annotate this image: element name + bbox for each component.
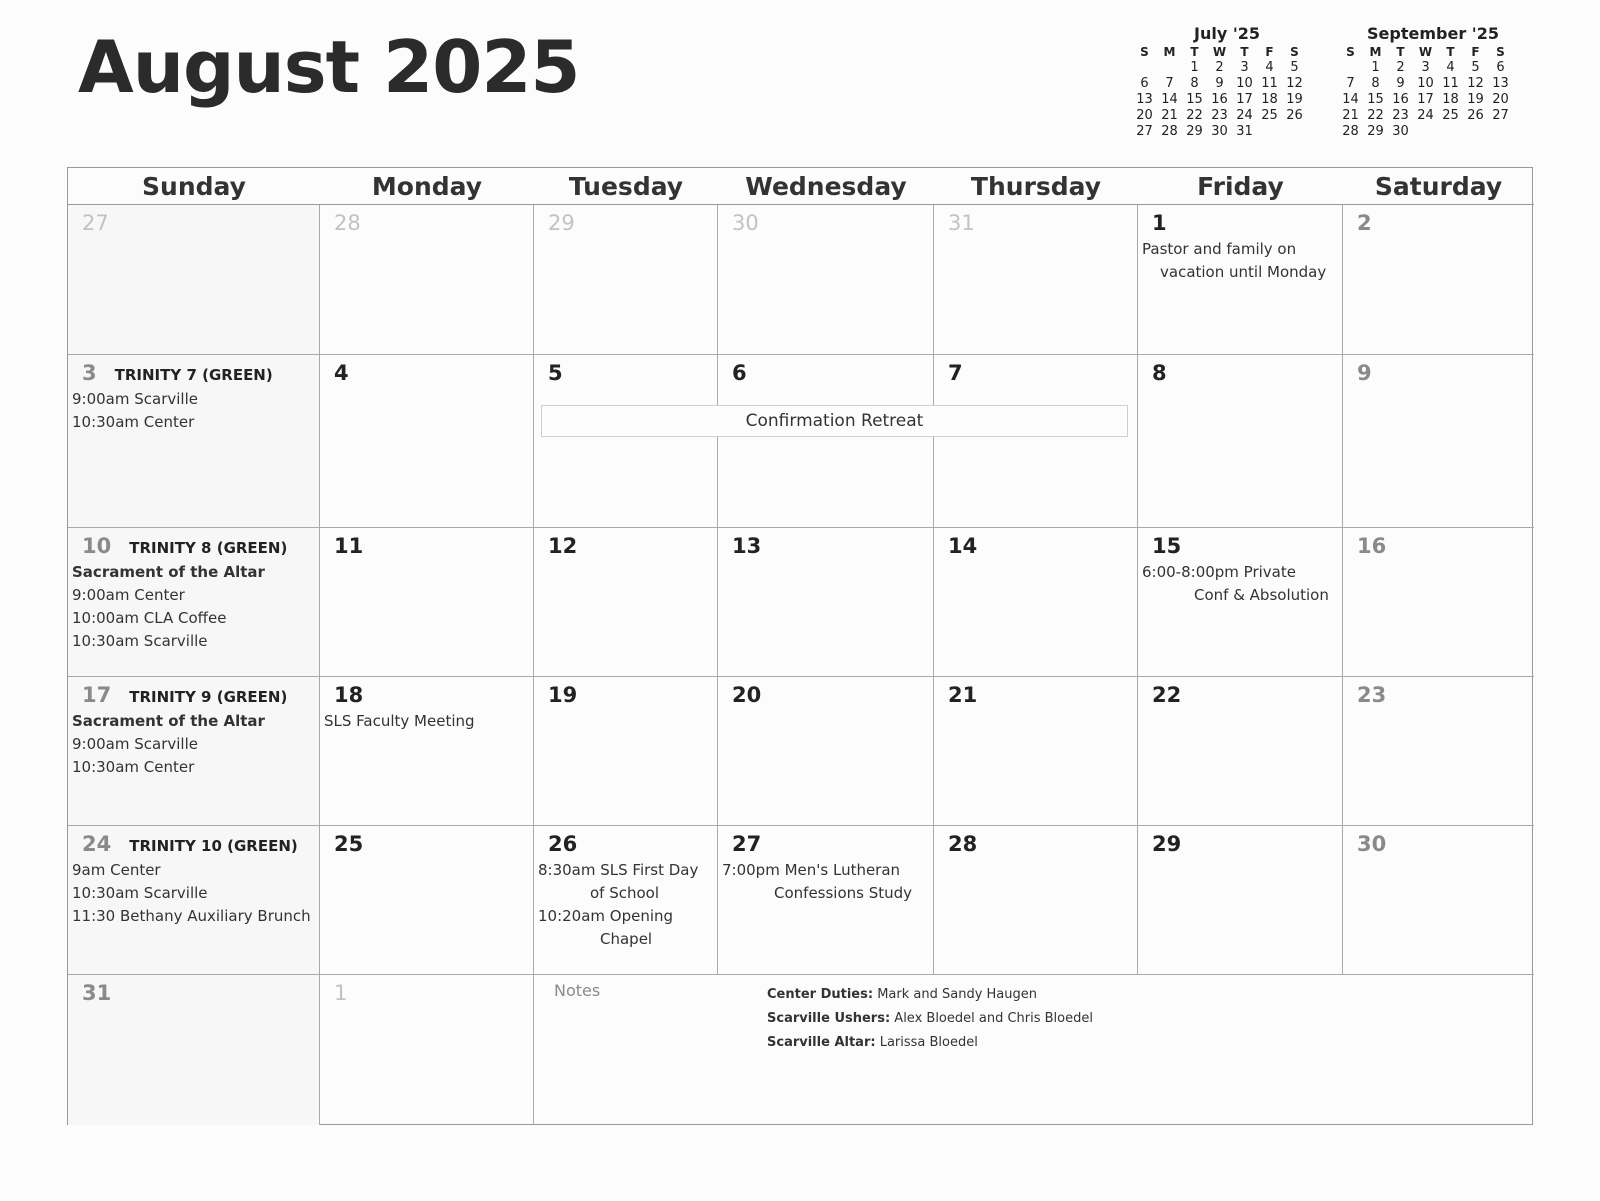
day-number: 1	[1152, 211, 1167, 235]
mini-weekday-header: T	[1446, 45, 1455, 59]
day-number: 13	[732, 534, 762, 558]
mini-day: 24	[1417, 108, 1434, 123]
event-text: 6:00-8:00pm Private	[1142, 563, 1296, 581]
mini-day: 17	[1417, 92, 1434, 107]
mini-day: 7	[1346, 76, 1355, 91]
duty-label: Center Duties:	[767, 987, 874, 1002]
day-number: 2	[1357, 211, 1372, 235]
mini-day: 9	[1396, 76, 1405, 91]
mini-day: 11	[1442, 76, 1459, 91]
mini-day: 1	[1371, 60, 1380, 75]
mini-calendar-july	[1132, 24, 1322, 140]
day-number: 22	[1152, 683, 1182, 707]
event-text: 9am Center	[72, 861, 161, 879]
mini-day: 20	[1136, 108, 1153, 123]
mini-day: 2	[1396, 60, 1405, 75]
mini-day: 26	[1286, 108, 1303, 123]
mini-day: 4	[1265, 60, 1274, 75]
mini-day	[1338, 60, 1363, 76]
liturgical-season-label: TRINITY 7 (GREEN)	[114, 366, 273, 384]
duties-list	[767, 983, 1093, 1055]
day-cell[interactable]	[718, 826, 934, 975]
mini-day: 7	[1165, 76, 1174, 91]
liturgical-season-label: TRINITY 10 (GREEN)	[129, 837, 298, 855]
day-number: 24	[82, 832, 112, 856]
day-cell[interactable]	[1343, 355, 1534, 528]
mini-calendar-grid	[1338, 44, 1528, 140]
day-cell[interactable]	[934, 528, 1138, 677]
day-cell[interactable]	[534, 205, 718, 355]
mini-day: 6	[1496, 60, 1505, 75]
event-text: Sacrament of the Altar	[72, 563, 265, 581]
day-number: 29	[1152, 832, 1182, 856]
mini-day: 30	[1392, 124, 1409, 139]
weekday-header-friday: Friday	[1138, 168, 1343, 205]
day-cell[interactable]	[320, 826, 534, 975]
mini-day: 5	[1471, 60, 1480, 75]
mini-day: 2	[1215, 60, 1224, 75]
mini-calendar-grid	[1132, 44, 1322, 140]
mini-weekday-header: F	[1265, 45, 1274, 59]
event-text: 9:00am Center	[72, 586, 185, 604]
event-text: 10:30am Center	[72, 413, 195, 431]
mini-calendar-title: July '25	[1194, 24, 1260, 43]
mini-day: 8	[1371, 76, 1380, 91]
day-number: 3	[82, 361, 97, 385]
weekday-header-wednesday: Wednesday	[718, 168, 934, 205]
day-cell[interactable]	[68, 826, 320, 975]
mini-day: 12	[1467, 76, 1484, 91]
event-text: 11:30 Bethany Auxiliary Brunch	[72, 907, 311, 925]
mini-day: 3	[1240, 60, 1249, 75]
day-cell[interactable]	[534, 826, 718, 975]
day-cell[interactable]	[68, 528, 320, 677]
day-number: 7	[948, 361, 963, 385]
weekday-header-sunday: Sunday	[68, 168, 320, 205]
day-cell[interactable]	[320, 975, 534, 1125]
day-cell[interactable]	[934, 677, 1138, 826]
event-lines	[72, 859, 313, 928]
day-cell[interactable]	[718, 677, 934, 826]
duty-value: Larissa Bloedel	[879, 1035, 978, 1050]
event-lines	[72, 388, 313, 434]
event-text: SLS Faculty Meeting	[324, 712, 475, 730]
day-number: 28	[948, 832, 978, 856]
mini-day: 21	[1342, 108, 1359, 123]
mini-weekday-header: S	[1346, 45, 1355, 59]
mini-weekday-header: M	[1369, 45, 1382, 59]
mini-day: 25	[1442, 108, 1459, 123]
day-number: 27	[82, 211, 109, 235]
day-number: 21	[948, 683, 978, 707]
event-text: 10:30am Center	[72, 758, 195, 776]
day-number: 19	[548, 683, 578, 707]
event-lines	[72, 710, 313, 779]
mini-day: 11	[1261, 76, 1278, 91]
mini-weekday-header: F	[1471, 45, 1480, 59]
day-cell[interactable]	[934, 205, 1138, 355]
event-text: Confessions Study	[774, 884, 913, 902]
mini-day: 3	[1421, 60, 1430, 75]
page-title: August 2025	[78, 25, 580, 109]
day-number: 17	[82, 683, 112, 707]
mini-calendar-september	[1338, 24, 1528, 140]
mini-day: 23	[1211, 108, 1228, 123]
liturgical-season-label: TRINITY 8 (GREEN)	[129, 539, 288, 557]
day-cell[interactable]	[320, 677, 534, 826]
mini-day: 14	[1161, 92, 1178, 107]
mini-day: 28	[1161, 124, 1178, 139]
mini-day: 14	[1342, 92, 1359, 107]
day-number: 11	[334, 534, 364, 558]
day-cell[interactable]	[1343, 677, 1534, 826]
day-number: 8	[1152, 361, 1167, 385]
notes-area[interactable]	[534, 975, 1534, 1125]
day-number: 12	[548, 534, 578, 558]
mini-day: 15	[1367, 92, 1384, 107]
weekday-header-monday: Monday	[320, 168, 534, 205]
notes-label: Notes	[554, 981, 601, 1000]
mini-day: 25	[1261, 108, 1278, 123]
mini-weekday-header: S	[1140, 45, 1149, 59]
day-number: 31	[948, 211, 975, 235]
confirmation-retreat-event[interactable]: Confirmation Retreat	[541, 405, 1128, 437]
mini-day: 17	[1236, 92, 1253, 107]
mini-day: 28	[1342, 124, 1359, 139]
mini-day: 21	[1161, 108, 1178, 123]
event-text: of School	[590, 884, 660, 902]
day-cell[interactable]	[718, 528, 934, 677]
duty-row	[767, 1031, 1093, 1055]
event-text: 9:00am Scarville	[72, 390, 198, 408]
mini-day: 22	[1186, 108, 1203, 123]
event-text: Sacrament of the Altar	[72, 712, 265, 730]
event-text: Pastor and family on	[1142, 240, 1297, 258]
day-number: 18	[334, 683, 364, 707]
day-cell[interactable]	[68, 677, 320, 826]
mini-day: 6	[1140, 76, 1149, 91]
mini-day: 26	[1467, 108, 1484, 123]
mini-day: 15	[1186, 92, 1203, 107]
day-cell[interactable]	[1138, 826, 1343, 975]
day-cell[interactable]	[320, 528, 534, 677]
day-number: 28	[334, 211, 361, 235]
day-number: 6	[732, 361, 747, 385]
mini-day: 9	[1215, 76, 1224, 91]
mini-day: 20	[1492, 92, 1509, 107]
event-lines	[1142, 238, 1336, 284]
event-text: vacation until Monday	[1160, 263, 1327, 281]
mini-weekday-header: T	[1396, 45, 1405, 59]
day-number: 14	[948, 534, 978, 558]
weekday-header-saturday: Saturday	[1343, 168, 1534, 205]
event-text: 9:00am Scarville	[72, 735, 198, 753]
mini-weekday-header: T	[1190, 45, 1199, 59]
event-text: 7:00pm Men's Lutheran	[722, 861, 901, 879]
event-text: Chapel	[600, 930, 653, 948]
event-text: Conf & Absolution	[1194, 586, 1329, 604]
day-cell[interactable]	[534, 355, 718, 528]
day-cell[interactable]	[534, 677, 718, 826]
mini-day: 29	[1186, 124, 1203, 139]
mini-day: 29	[1367, 124, 1384, 139]
mini-day: 18	[1442, 92, 1459, 107]
mini-day: 13	[1492, 76, 1509, 91]
mini-day	[1132, 60, 1157, 76]
mini-day: 24	[1236, 108, 1253, 123]
mini-weekday-header: M	[1163, 45, 1176, 59]
day-number: 30	[732, 211, 759, 235]
day-number: 16	[1357, 534, 1387, 558]
day-cell[interactable]	[68, 355, 320, 528]
mini-day: 13	[1136, 92, 1153, 107]
mini-day: 16	[1392, 92, 1409, 107]
day-cell[interactable]	[718, 355, 934, 528]
event-lines	[72, 561, 313, 653]
mini-day: 18	[1261, 92, 1278, 107]
mini-day: 10	[1236, 76, 1253, 91]
duty-value: Mark and Sandy Haugen	[877, 987, 1037, 1002]
mini-day: 10	[1417, 76, 1434, 91]
day-number: 4	[334, 361, 349, 385]
mini-day: 19	[1286, 92, 1303, 107]
event-lines	[538, 859, 711, 951]
day-number: 1	[334, 981, 348, 1005]
day-number: 25	[334, 832, 364, 856]
day-cell[interactable]	[1138, 355, 1343, 528]
day-number: 23	[1357, 683, 1387, 707]
mini-day: 23	[1392, 108, 1409, 123]
day-number: 27	[732, 832, 762, 856]
mini-weekday-header: T	[1240, 45, 1249, 59]
day-number: 31	[82, 981, 112, 1005]
mini-day: 27	[1492, 108, 1509, 123]
mini-day: 16	[1211, 92, 1228, 107]
mini-weekday-header: S	[1290, 45, 1299, 59]
mini-day: 19	[1467, 92, 1484, 107]
event-text: 10:30am Scarville	[72, 884, 208, 902]
mini-day: 27	[1136, 124, 1153, 139]
day-cell[interactable]	[320, 355, 534, 528]
mini-day: 1	[1190, 60, 1199, 75]
event-text: 10:20am Opening	[538, 907, 674, 925]
mini-day: 12	[1286, 76, 1303, 91]
day-cell[interactable]	[934, 355, 1138, 528]
liturgical-season-label: TRINITY 9 (GREEN)	[129, 688, 288, 706]
day-cell[interactable]	[320, 205, 534, 355]
mini-day: 5	[1290, 60, 1299, 75]
calendar-grid	[67, 167, 1533, 1125]
duty-label: Scarville Ushers:	[767, 1011, 891, 1026]
duty-row	[767, 983, 1093, 1007]
event-lines	[722, 859, 927, 905]
day-cell[interactable]	[534, 528, 718, 677]
event-text: 8:30am SLS First Day	[538, 861, 699, 879]
mini-calendar-title: September '25	[1367, 24, 1499, 43]
day-cell[interactable]	[718, 205, 934, 355]
mini-weekday-header: W	[1212, 45, 1227, 59]
mini-weekday-header: S	[1496, 45, 1505, 59]
day-cell[interactable]	[68, 975, 320, 1125]
mini-day: 4	[1446, 60, 1455, 75]
day-number: 9	[1357, 361, 1372, 385]
duty-value: Alex Bloedel and Chris Bloedel	[894, 1011, 1093, 1026]
duty-row	[767, 1007, 1093, 1031]
event-text: 10:30am Scarville	[72, 632, 208, 650]
mini-day	[1157, 60, 1182, 76]
day-cell[interactable]	[1343, 205, 1534, 355]
mini-weekday-header: W	[1418, 45, 1433, 59]
event-lines	[324, 710, 527, 733]
mini-day: 30	[1211, 124, 1228, 139]
mini-day: 31	[1236, 124, 1253, 139]
day-number: 26	[548, 832, 578, 856]
day-cell[interactable]	[1343, 826, 1534, 975]
weekday-header-tuesday: Tuesday	[534, 168, 718, 205]
event-lines	[1142, 561, 1336, 607]
day-number: 29	[548, 211, 575, 235]
day-number: 10	[82, 534, 112, 558]
day-number: 15	[1152, 534, 1182, 558]
day-cell[interactable]	[1343, 528, 1534, 677]
mini-day: 22	[1367, 108, 1384, 123]
day-cell[interactable]	[68, 205, 320, 355]
event-text: 10:00am CLA Coffee	[72, 609, 227, 627]
duty-label: Scarville Altar:	[767, 1035, 876, 1050]
day-number: 20	[732, 683, 762, 707]
day-cell[interactable]	[1138, 528, 1343, 677]
day-cell[interactable]	[1138, 205, 1343, 355]
day-number: 5	[548, 361, 563, 385]
day-cell[interactable]	[934, 826, 1138, 975]
mini-day: 8	[1190, 76, 1199, 91]
day-cell[interactable]	[1138, 677, 1343, 826]
day-number: 30	[1357, 832, 1387, 856]
weekday-header-thursday: Thursday	[934, 168, 1138, 205]
